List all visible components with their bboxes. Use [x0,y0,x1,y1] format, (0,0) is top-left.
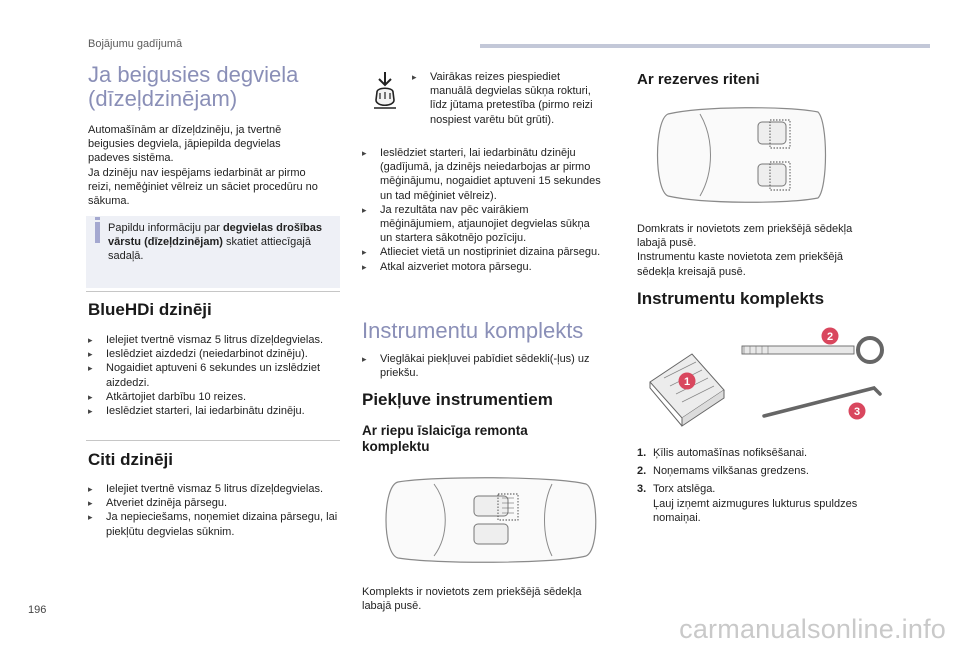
repair-kit-caption [362,585,617,613]
section-title [88,63,348,111]
info-icon [95,222,100,243]
pump-steps [410,70,598,127]
running-header: Bojājumu gadījumā [88,38,183,50]
svg-text:1: 1 [683,376,691,388]
intro-line: beigusies degviela, jāpiepilda degvielas [88,138,281,151]
list-item: ▸ Ja nepieciešams, noņemiet dizaina pārsegu, lai piekļūtu degvielas sūknim. [86,510,344,538]
list-item [637,482,897,525]
divider [86,291,340,292]
repair-kit-title-line2: komplektu [362,439,430,454]
list-item: ▸ Vairākas reizes piespiediet manuālā degvielas sūkņa rokturi, līdz jūtama pretestība (pirmo reizi nospiest varētu būt grūti). [410,70,598,127]
list-item: ▸ Ja rezultāta nav pēc vairākiem mēģinājumiem, atjaunojiet degvielas sūkņa un startera sākotnējo pozīciju. [360,203,605,246]
item-detail: Ļauj izņemt aizmugures lukturus spuldzes nomaiņai. [653,497,858,524]
other-engines-steps [86,482,344,539]
other-engines-title: Citi dzinēji [88,450,173,469]
section-title-line1: Ja beigusies degviela [88,62,299,87]
list-item: ▸ Atkal aizveriet motora pārsegu. [360,260,605,274]
toolkit-items [637,446,897,529]
callout-2 [821,327,839,350]
svg-text:3: 3 [853,406,861,418]
list-item: ▸ Ieslēdziet aizdedzi (neiedarbinot dzinēju). [86,347,344,361]
access-title: Piekļuve instrumentiem [362,390,553,409]
list-item: ▸ Ieslēdziet starteri, lai iedarbinātu dzinēju (gadījumā, ja dzinējs neiedarbojas ar pirmo mēģinājumu, nogaidiet aptuveni 15 sekundes un tad mēģiniet vēlreiz). [360,146,605,203]
item-number: 2. [637,465,647,478]
intro-line: Ja dzinēju nav iespējams iedarbināt ar pirmo [88,166,306,179]
watermark: carmanualsonline.info [679,614,946,644]
spare-wheel-title: Ar rezerves riteni [637,71,760,88]
caption-line: Komplekts ir novietots zem priekšējā sēdekļa [362,586,582,598]
repair-kit-title-line1: Ar riepu īslaicīga remonta [362,423,528,438]
page-number: 196 [28,604,47,616]
item-number: 3. [637,483,647,496]
caption-line: Domkrats ir novietots zem priekšējā sēdekļa [637,223,853,235]
intro-line: padeves sistēma. [88,152,174,165]
list-item: ▸ Ielejiet tvertnē vismaz 5 litrus dīzeļdegvielas. [86,333,344,347]
divider [86,440,340,441]
item-text: Noņemams vilkšanas gredzens. [653,465,809,478]
list-item: ▸ Ielejiet tvertnē vismaz 5 litrus dīzeļdegvielas. [86,482,344,496]
caption-line: labajā pusē. [362,600,422,613]
hand-press-icon [368,70,402,112]
intro-line: sākuma. [88,195,130,208]
info-icon-dot [95,217,100,220]
info-text [108,221,334,264]
bluehdi-steps [86,333,344,418]
toolkit-heading: Instrumentu komplekts [362,318,584,343]
list-item: ▸ Ieslēdziet starteri, lai iedarbinātu dzinēju. [86,404,344,418]
start-steps [360,146,605,274]
kit-title: Instrumentu komplekts [637,289,825,308]
list-item [637,464,897,478]
info-text-post: skatiet attiecīgajā sadaļā. [108,236,311,263]
car-topview-repair-kit-illustration [374,470,604,570]
bluehdi-title: BlueHDi dzinēji [88,300,212,319]
section-title-line2: (dīzeļdzinējam) [88,86,238,111]
item-text: Torx atslēga. [653,483,716,496]
spare-wheel-caption [637,222,897,279]
callout-1 [678,372,696,395]
callout-3 [848,402,866,425]
item-text: Ķīlis automašīnas nofiksēšanai. [653,447,808,459]
list-item: ▸ Atlieciet vietā un nostipriniet dizaina pārsegu. [360,245,605,259]
repair-kit-title [362,423,528,455]
intro-paragraph [88,123,343,208]
list-item [637,446,897,460]
header-bar [480,44,930,48]
towing-eye-icon [742,338,882,362]
info-text-pre: Papildu informāciju par [108,222,223,234]
info-text-bold: degvielas drošības vārstu (dīzeļdzinējam) [108,222,322,249]
caption-line: Instrumentu kaste novietota zem priekšējā [637,251,844,264]
list-item: ▸ Atveriet dzinēja pārsegu. [86,496,344,510]
item-number: 1. [637,447,647,459]
toolkit-steps [360,352,618,380]
caption-line: sēdekļa kreisajā pusē. [637,265,746,278]
list-item: ▸ Atkārtojiet darbību 10 reizes. [86,390,344,404]
intro-line: Automašīnām ar dīzeļdzinēju, ja tvertnē [88,124,282,136]
list-item: ▸ Nogaidiet aptuveni 6 sekundes un izslēdziet aizdedzi. [86,361,344,389]
svg-text:2: 2 [826,331,834,343]
list-item: ▸ Vieglākai piekļuvei pabīdiet sēdekli(-ļus) uz priekšu. [360,352,618,380]
intro-line: reizi, neměģiniet vēlreiz un sāciet procedūru no [88,180,318,193]
car-topview-spare-wheel-illustration [648,100,828,210]
caption-line: labajā pusē. [637,237,697,250]
